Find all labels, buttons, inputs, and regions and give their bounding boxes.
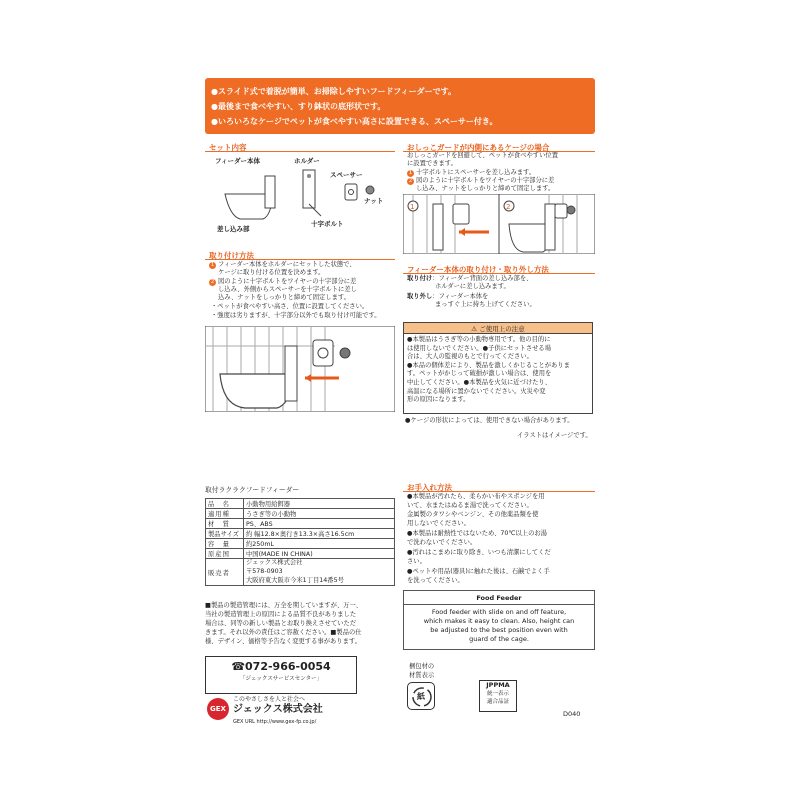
caution-line: は使用しないでください。●子供にセットさせる場 bbox=[407, 344, 552, 352]
caution-title: ⚠ ご使用上の注意 bbox=[403, 322, 593, 334]
caution-line: 形の原因になります。 bbox=[407, 396, 470, 404]
packaging-label: 材質表示 bbox=[409, 672, 435, 679]
company-url: GEX URL http://www.gex-fp.co.jp/ bbox=[233, 719, 317, 725]
slogan: このやさしさを人と社会へ bbox=[233, 696, 306, 703]
package-back bbox=[197, 68, 603, 748]
attach-text: 取り付け：フィーダー背面の差し込み部を、 bbox=[407, 275, 533, 282]
jppma-line: 適合品証 bbox=[486, 699, 509, 705]
table-row: 製品サイズ 約 幅12.8×奥行き13.3×高さ16.5cm bbox=[206, 529, 395, 539]
caution-box bbox=[403, 334, 593, 414]
nut-label: ナット bbox=[364, 197, 384, 205]
guard-illustration-2 bbox=[499, 194, 595, 254]
english-line: guard of the cage. bbox=[469, 635, 529, 643]
quality-note: 場合は、同等の新しい製品とお取り換えさせていただ bbox=[205, 620, 357, 627]
svg-text:2: 2 bbox=[506, 203, 511, 211]
company-name: ジェックス株式会社 bbox=[233, 704, 323, 715]
guard-text: に設置できます。 bbox=[407, 160, 457, 167]
gex-logo: GEX bbox=[207, 698, 229, 720]
install-step-2-cont: 込み、ナットをしっかりと締めて固定します。 bbox=[218, 294, 350, 301]
install-step-2: 2 図のように十字ボルトをワイヤーの十字部分に差 bbox=[210, 278, 357, 285]
contact-box bbox=[205, 656, 357, 694]
svg-text:1: 1 bbox=[410, 203, 415, 211]
jppma-line: 統一表示 bbox=[486, 691, 509, 697]
care-line: を洗ってください。 bbox=[407, 577, 464, 584]
install-note: ・強度は劣りますが、十字部分以外でも取り付け可能です。 bbox=[211, 312, 381, 319]
quality-note: きます。それ以外の責任はご容赦ください。■製品の仕 bbox=[205, 629, 362, 636]
product-code: D040 bbox=[563, 710, 581, 718]
install-step-2-cont: し込み、外側からスペーサーを十字ボルトに差し bbox=[218, 286, 357, 293]
install-title: 取り付け方法 bbox=[209, 251, 254, 260]
care-line: ●本製品は耐熱性ではないため、70℃以上のお湯 bbox=[407, 530, 547, 537]
paper-mark-label: 紙 bbox=[417, 692, 425, 701]
attach-text-cont: ホルダーに差し込みます。 bbox=[435, 283, 510, 290]
detach-text-cont: まっすぐ上に持ち上げてください。 bbox=[435, 301, 536, 308]
spec-table bbox=[205, 498, 395, 586]
table-row: 原産国 中国(MADE IN CHINA) bbox=[206, 549, 395, 559]
service-center: 「ジェックスサービスセンター」 bbox=[239, 676, 322, 682]
attach-detach-title: フィーダー本体の取り付け・取り外し方法 bbox=[407, 265, 549, 274]
english-line: be adjusted to the best position even with bbox=[430, 626, 568, 634]
care-line: ●汚れはこまめに取り除き、いつも清潔にしてくだ bbox=[407, 549, 551, 556]
table-row: 販売者 ジェックス株式会社 〒578-0903 大阪府東大阪市今米1丁目14番5号 bbox=[206, 559, 395, 586]
care-line: 用しないでください。 bbox=[407, 520, 470, 527]
caution-line: 高温になる場所に置かないでください。火災や変 bbox=[407, 387, 546, 395]
care-line: 金属製のタワシやベンジン、その他薬品類を使 bbox=[407, 511, 539, 518]
install-step-1: 1 フィーダー本体をホルダーにセットした状態で、 bbox=[210, 261, 356, 268]
feeder-label: フィーダー本体 bbox=[215, 157, 260, 165]
caution-line: ●本品の個体差により、製品を激しくかじることがありま bbox=[407, 361, 570, 369]
guard-step-1: 1 十字ボルトにスペーサーを差し込みます。 bbox=[408, 169, 536, 176]
english-line: Food feeder with slide on and off feature, bbox=[431, 608, 567, 616]
install-note: ・ペットが食べやすい高さ、位置に設置してください。 bbox=[211, 303, 369, 310]
guard-illustration-1 bbox=[403, 194, 499, 254]
guard-step-2: 2 図のように十字ボルトをワイヤーの十字部分に差 bbox=[408, 177, 555, 184]
table-row: 適用種 うさぎ等の小動物 bbox=[206, 509, 395, 519]
image-note: イラストはイメージです。 bbox=[517, 432, 592, 439]
step-1-badge: 1 bbox=[408, 170, 413, 176]
guard-title: おしっこガードが内側にあるケージの場合 bbox=[407, 143, 550, 152]
guard-text: おしっこガードを回避して、ペットが食べやすい位置 bbox=[407, 152, 558, 159]
feature-line: ●スライド式で着脱が簡単、お掃除しやすいフードフィーダーです。 bbox=[211, 87, 456, 96]
install-illustration bbox=[205, 326, 395, 412]
insert-label: 差し込み部 bbox=[217, 225, 250, 233]
table-row: 材 質 PS、ABS bbox=[206, 519, 395, 529]
bolt-label: 十字ボルト bbox=[311, 220, 344, 228]
feature-line: ●最後まで食べやすい、すり鉢状の底形状です。 bbox=[211, 102, 386, 111]
caution-line: ●本製品はうさぎ等の小動物専用です。他の目的に bbox=[407, 336, 551, 343]
set-contents-illustration bbox=[205, 164, 395, 224]
feature-banner bbox=[205, 78, 595, 134]
install-step-1-cont: ケージに取り付ける位置を決めます。 bbox=[218, 269, 325, 276]
packaging-label: 梱包材の bbox=[409, 663, 435, 670]
spacer-label: スペーサー bbox=[330, 171, 363, 179]
step-2-badge: 2 bbox=[210, 279, 215, 285]
set-contents-title: セット内容 bbox=[209, 143, 247, 152]
care-line: ●ペットや用品(器具)に触れた後は、石鹸でよく手 bbox=[407, 568, 550, 575]
feature-line: ●いろいろなケージでペットが食べやすい高さに設置できる、スペーサー付き。 bbox=[211, 117, 498, 126]
jppma-title: JPPMA bbox=[486, 681, 510, 689]
caution-line: 中止してください。●本製品を火気に近づけたり、 bbox=[407, 378, 552, 386]
guard-step-2-cont: し込み、ナットをしっかりと締めて固定します。 bbox=[416, 185, 555, 192]
recycle-paper-mark bbox=[407, 682, 435, 710]
english-title: Food Feeder bbox=[476, 594, 522, 602]
table-row: 品 名 小動物用給餌器 bbox=[206, 499, 395, 509]
step-2-badge: 2 bbox=[408, 178, 413, 184]
detach-text: 取り外し：フィーダー本体を bbox=[407, 293, 489, 300]
holder-label: ホルダー bbox=[294, 157, 320, 165]
step-1-badge: 1 bbox=[210, 262, 215, 268]
table-row: 容 量 約250mL bbox=[206, 539, 395, 549]
jppma-mark bbox=[479, 680, 517, 712]
care-line: ●本製品が汚れたら、柔らかい布やスポンジを用 bbox=[407, 493, 545, 500]
english-description bbox=[403, 590, 595, 650]
quality-note: 様、デザイン、価格等予告なく変更する事があります。 bbox=[205, 638, 361, 645]
caution-line: す。ペットがかじって破損が激しい場合は、使用を bbox=[407, 370, 552, 378]
quality-note: ■製品の製造管理には、万全を期していますが、万一、 bbox=[205, 602, 363, 609]
care-line: で洗わないでください。 bbox=[407, 539, 477, 546]
caution-line: 合は、大人の監視のもとで行ってください。 bbox=[407, 353, 533, 361]
quality-note: 当社の製造管理上の原因による品質不良がありました bbox=[205, 611, 357, 618]
caution-cage-note: ●ケージの形状によっては、使用できない場合があります。 bbox=[405, 417, 574, 424]
product-name: 取付ラクラクフードフィーダー bbox=[205, 486, 300, 494]
care-line: さい。 bbox=[407, 558, 426, 565]
care-title: お手入れ方法 bbox=[407, 483, 452, 492]
phone-number: ☎072-966-0054 bbox=[231, 660, 331, 673]
english-line: which makes it easy to clean. Also, height can bbox=[423, 617, 575, 625]
care-line: いて、水またはぬるま湯で洗ってください。 bbox=[407, 502, 533, 509]
